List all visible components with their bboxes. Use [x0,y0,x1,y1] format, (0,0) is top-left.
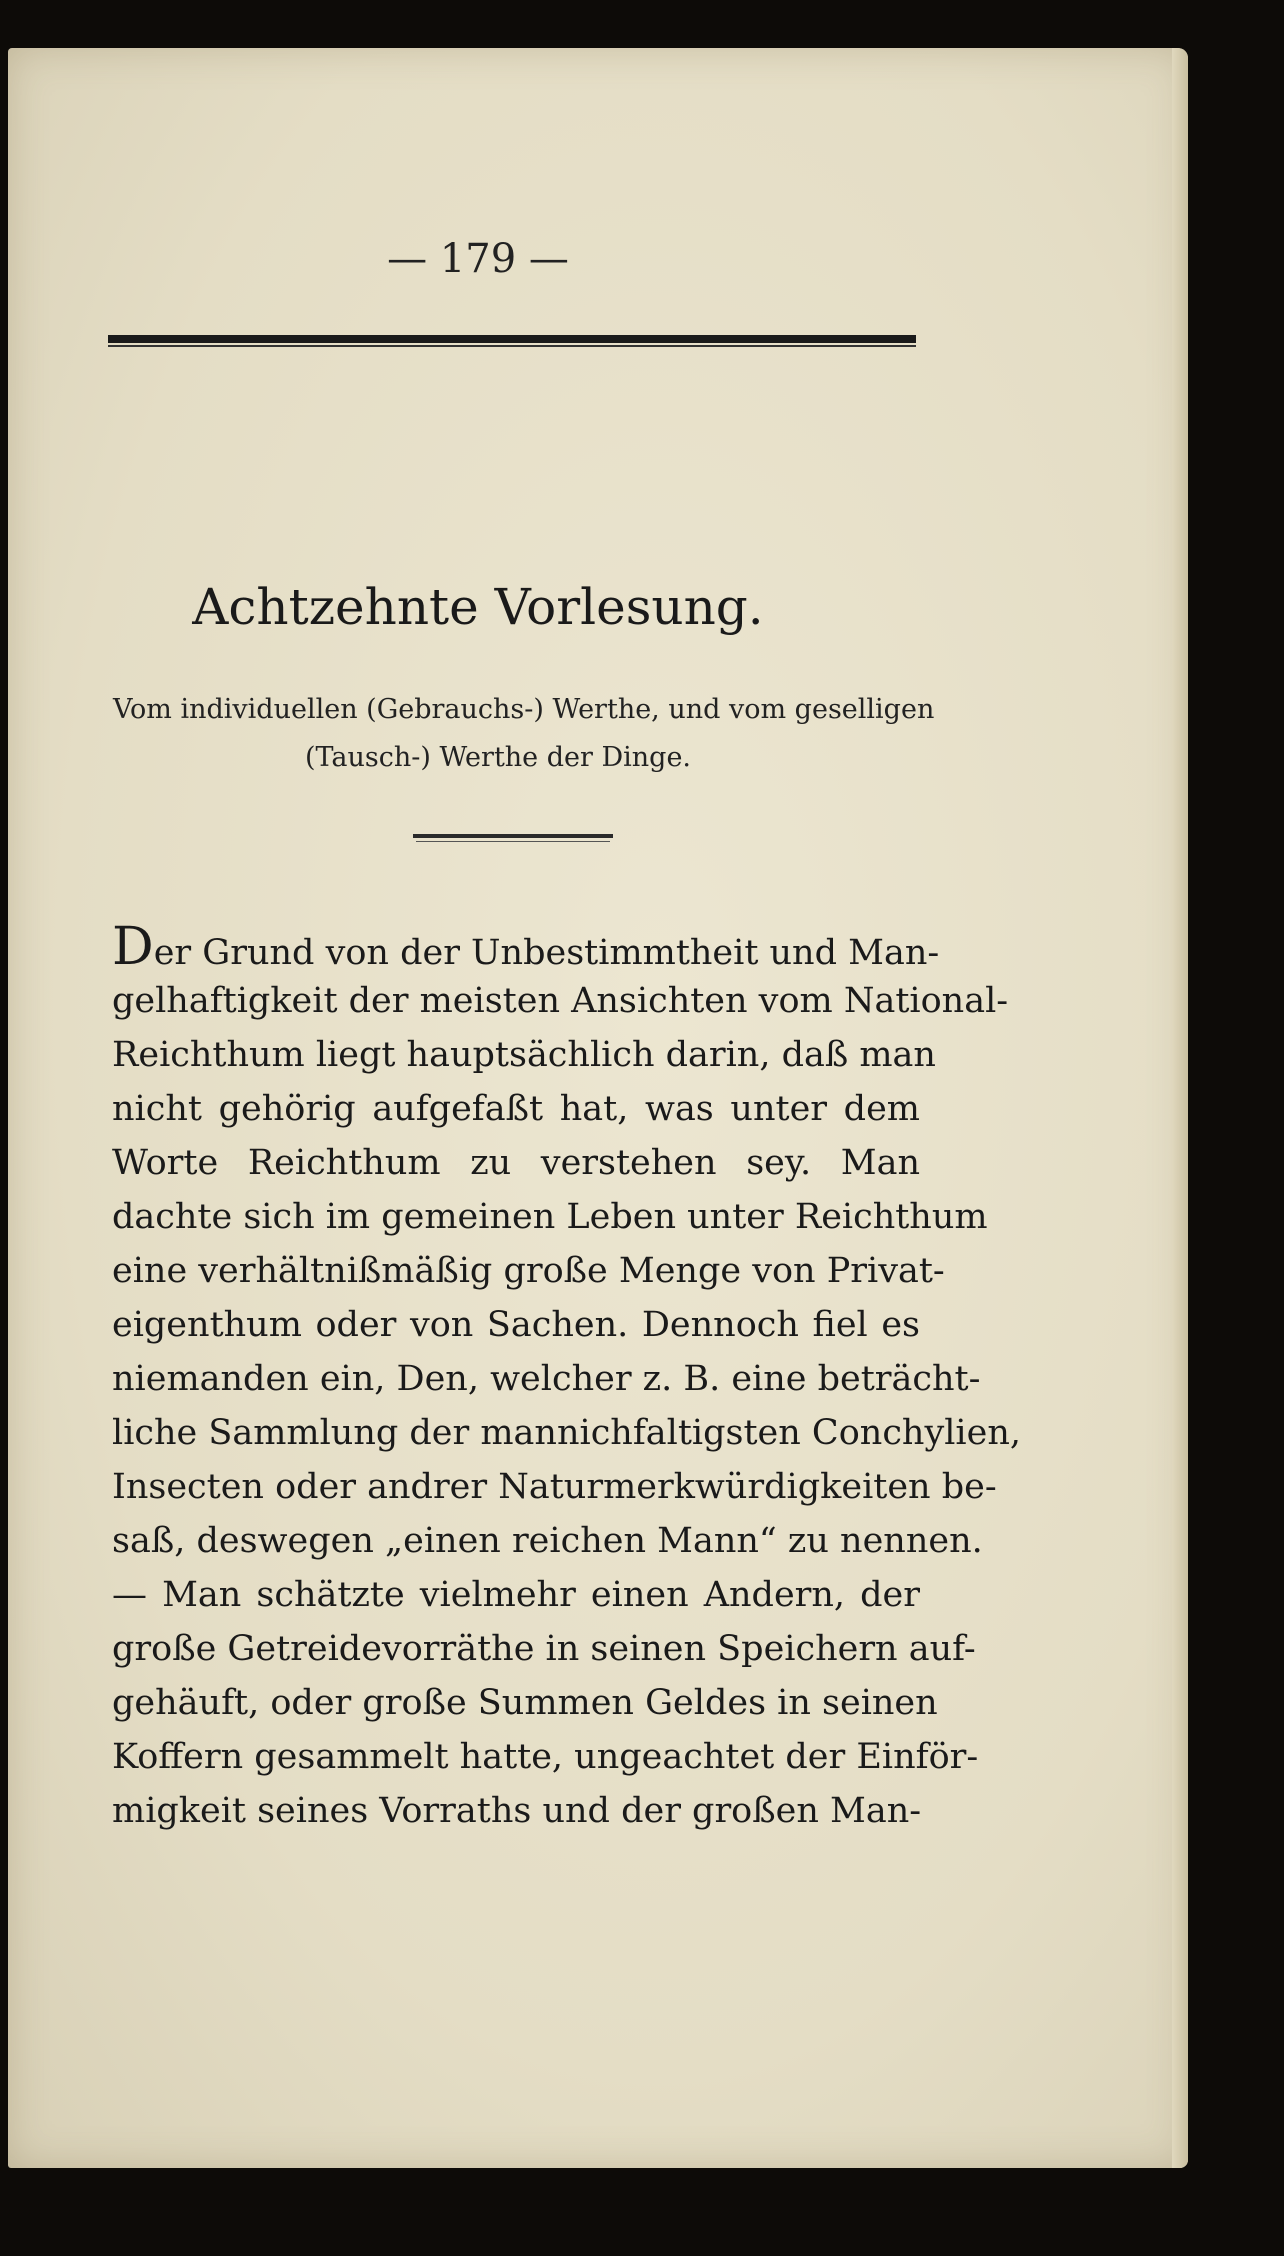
body-line: Koffern gesammelt hatte, ungeachtet der Einför- [112,1737,979,1777]
chapter-heading [8,578,1188,636]
body-line: große Getreidevorräthe in seinen Speichern auf- [112,1629,976,1669]
page-edge [1172,48,1188,2168]
section-divider [413,834,613,838]
body-line: migkeit seines Vorraths und der großen Man- [112,1791,922,1831]
body-line: Worte Reichthum zu verstehen sey. Man [112,1143,920,1183]
body-line: — Man schätzte vielmehr einen Andern, der [112,1575,920,1615]
subtitle-line-2: (Tausch-) Werthe der Dinge. [304,742,692,773]
body-line: gehäuft, oder große Summen Geldes in seinen [112,1683,938,1723]
body-line: liche Sammlung der mannichfaltigsten Conchylien, [112,1413,1022,1453]
section-divider-thin [416,841,610,842]
body-line: Der Grund von der Unbestimmtheit und Man- [112,917,940,977]
body-line: Insecten oder andrer Naturmerkwürdigkeiten be- [112,1467,997,1507]
body-line: eigenthum oder von Sachen. Dennoch fiel es [112,1305,920,1345]
body-line: gelhaftigkeit der meisten Ansichten vom National- [112,981,1009,1021]
subtitle-line-1: Vom individuellen (Gebrauchs-) Werthe, und vom geselligen [113,694,935,725]
book-page [8,48,1188,2168]
body-line: dachte sich im gemeinen Leben unter Reichthum [112,1197,988,1237]
body-line: eine verhältnißmäßig große Menge von Privat- [112,1251,945,1291]
body-line: nicht gehörig aufgefaßt hat, was unter dem [112,1089,920,1129]
body-line: Reichthum liegt hauptsächlich darin, daß man [112,1035,936,1075]
body-text [112,917,1022,1838]
chapter-heading-text: Achtzehnte Vorlesung. [192,578,764,636]
page-number [8,236,1188,282]
chapter-subtitle [113,686,935,782]
body-line: saß, deswegen „einen reichen Mann“ zu nennen. [112,1521,983,1561]
header-rule-thick [108,335,916,343]
body-line: niemanden ein, Den, welcher z. B. eine beträcht- [112,1359,981,1399]
page-number-text: — 179 — [387,236,569,282]
header-rule-thin [108,345,916,347]
